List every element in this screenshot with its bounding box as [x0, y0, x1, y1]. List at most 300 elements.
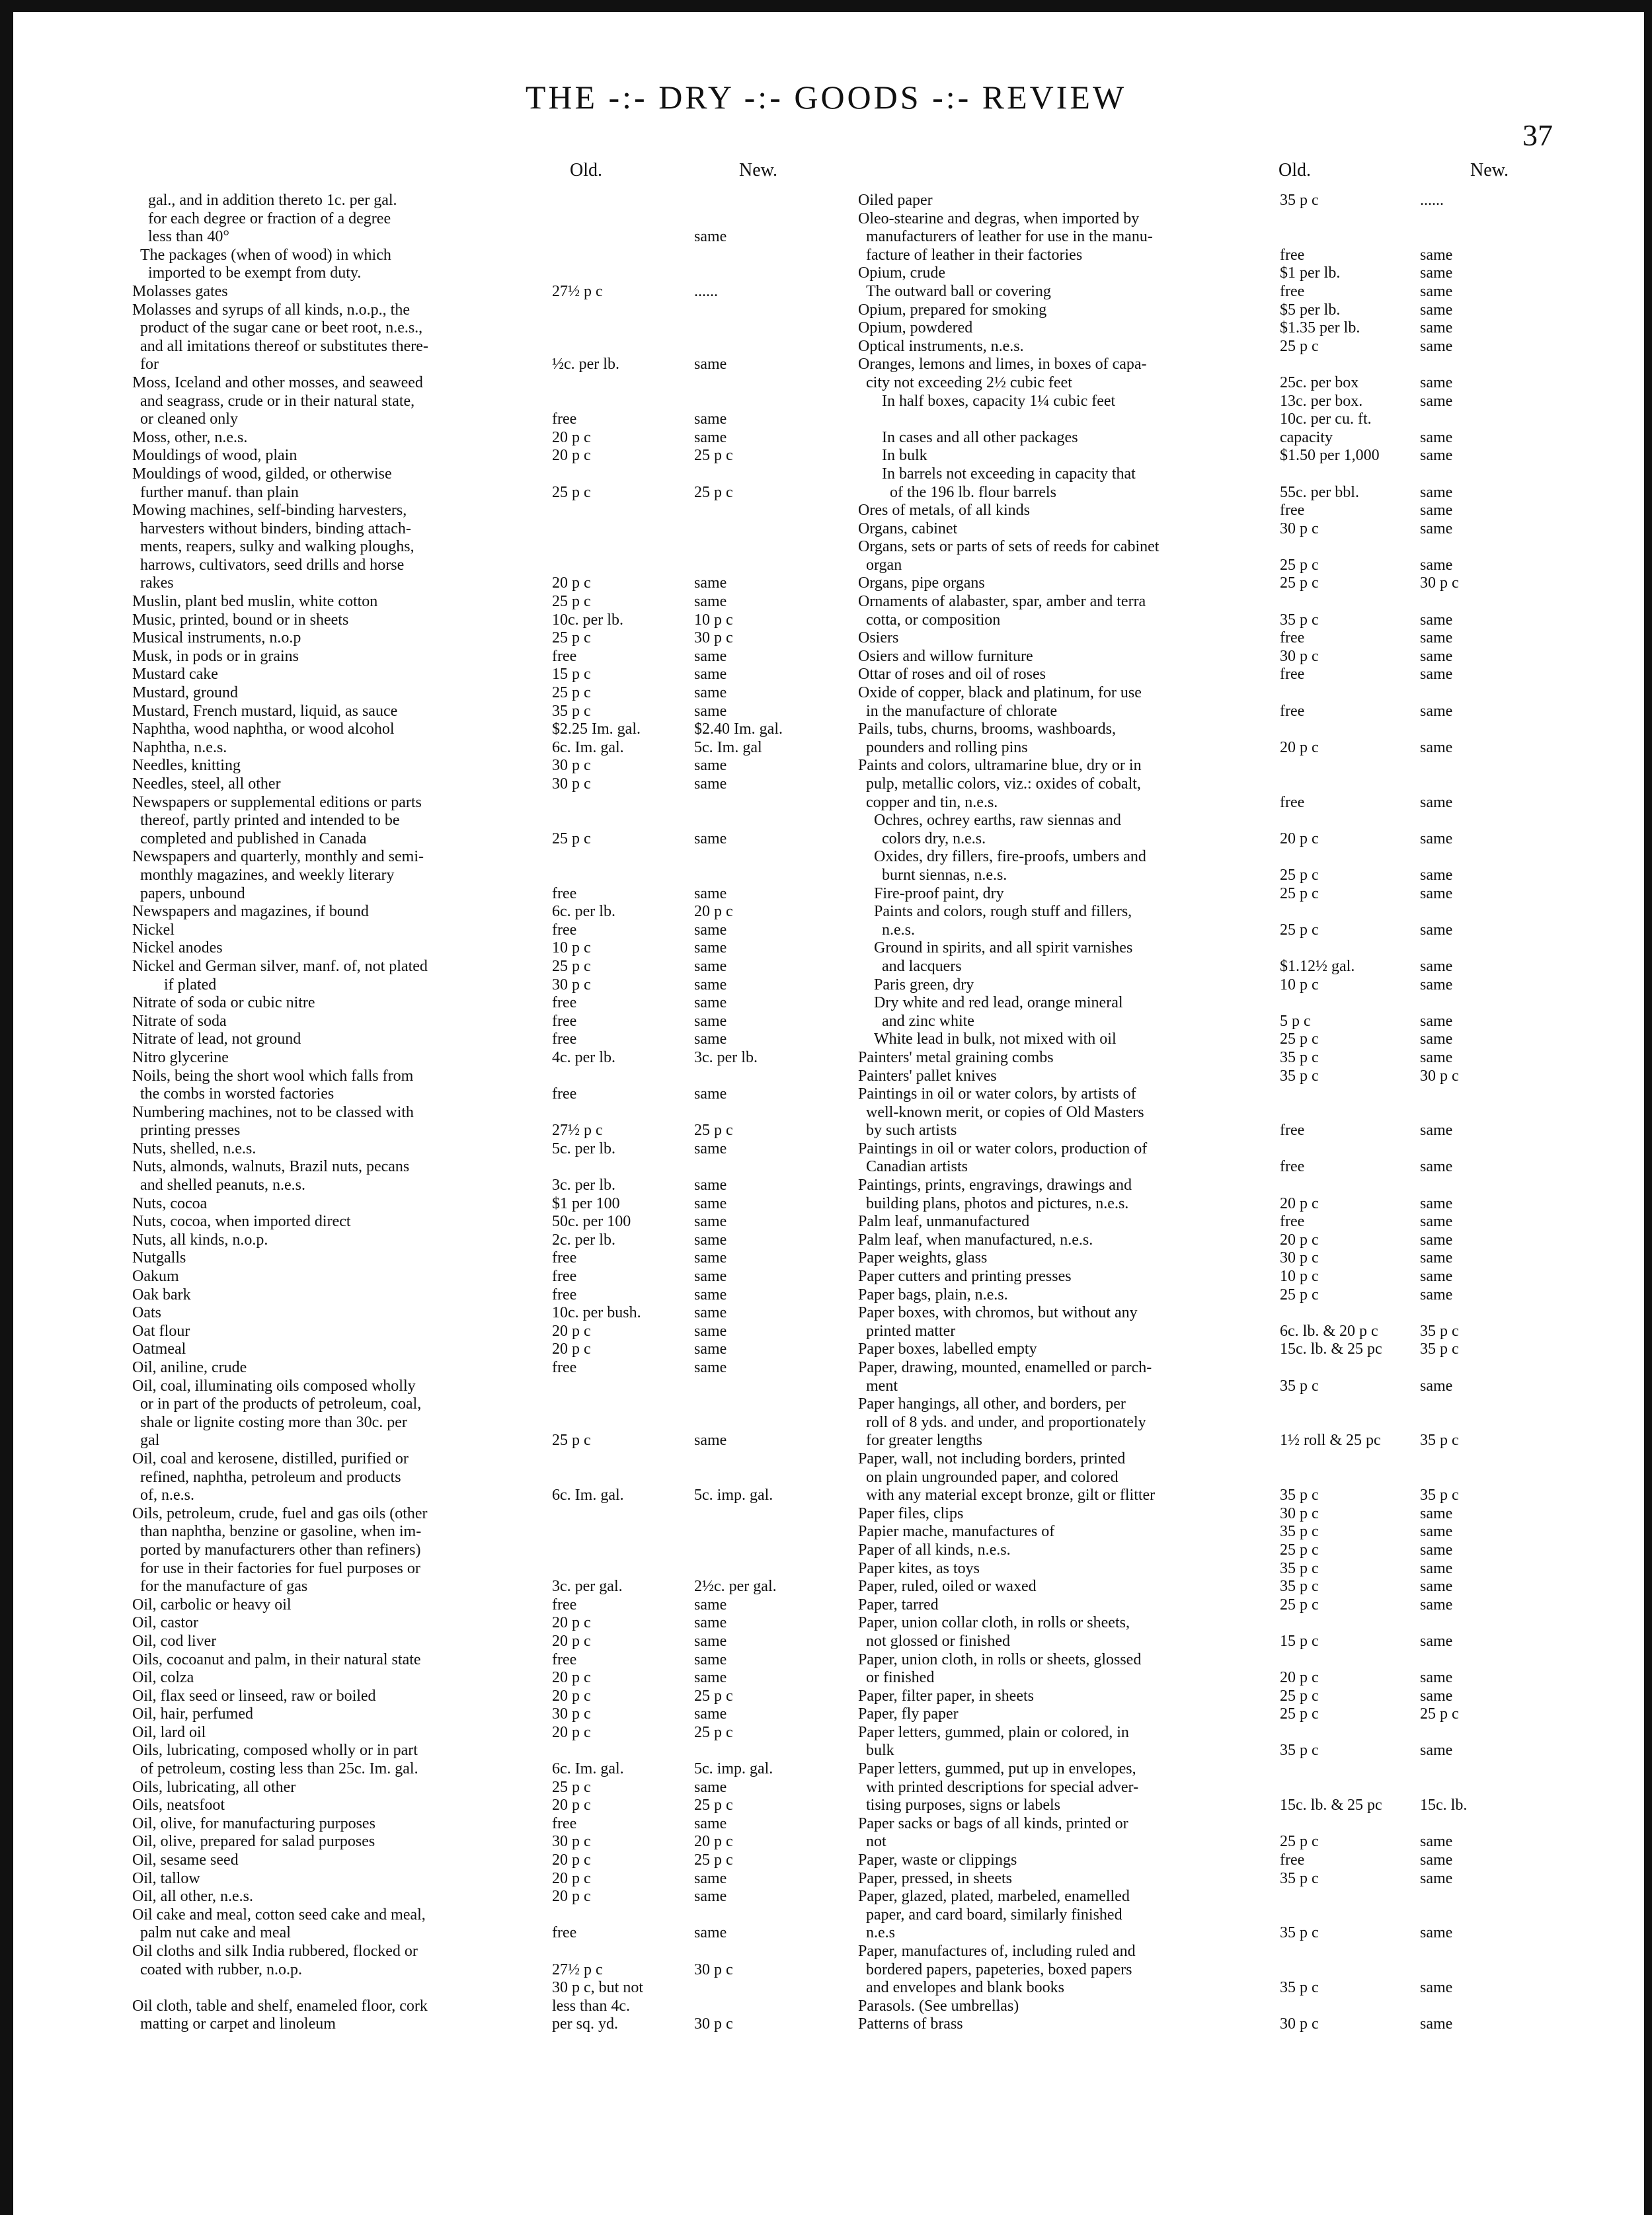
old-rate: free: [1280, 1122, 1305, 1140]
tariff-item: Paper, pressed, in sheets: [858, 1869, 1012, 1887]
old-rate: 30 p c: [1280, 520, 1319, 537]
new-rate: same: [1420, 520, 1453, 537]
new-rate: same: [1420, 1559, 1453, 1577]
tariff-row: [132, 1669, 846, 1688]
new-rate: same: [694, 1869, 727, 1887]
tariff-item: Paper files, clips: [858, 1504, 964, 1522]
old-rate: 35 p c: [552, 702, 591, 720]
old-rate: free: [1280, 629, 1305, 647]
old-rate: 30 p c: [1280, 1249, 1319, 1267]
tariff-item: Nickel: [132, 921, 175, 939]
new-rate: same: [1420, 1541, 1453, 1559]
tariff-item: Molasses and syrups of all kinds, n.o.p., the product of the sugar cane or beet root, n.e.s., and all imitations thereof or substitutes there- for: [132, 301, 428, 373]
new-rate: same: [694, 939, 727, 957]
old-rate: 20 p c: [552, 447, 591, 465]
new-rate: 25 p c: [694, 1851, 733, 1869]
tariff-row: [132, 1596, 846, 1615]
tariff-item: Muslin, plant bed muslin, white cotton: [132, 593, 378, 611]
tariff-item: Oils, neatsfoot: [132, 1797, 225, 1814]
tariff-row: [858, 465, 1559, 502]
new-rate: same: [694, 1030, 727, 1048]
tariff-item: Numbering machines, not to be classed with printing presses: [132, 1103, 414, 1140]
tariff-row: [132, 1870, 846, 1888]
tariff-row: [132, 1614, 846, 1633]
tariff-item: Needles, knitting: [132, 757, 241, 775]
tariff-row: [858, 1068, 1559, 1086]
new-rate: same: [694, 1194, 727, 1212]
tariff-row: [858, 1249, 1559, 1268]
old-rate: 10c. per cu. ft. capacity: [1280, 410, 1372, 446]
new-rate: same: [694, 1924, 727, 1942]
old-rate: $1.50 per 1,000: [1280, 447, 1380, 465]
tariff-item: Oil, castor: [132, 1614, 198, 1632]
old-rate: 35 p c: [1280, 1979, 1319, 1997]
tariff-row: [858, 520, 1559, 539]
tariff-item: Oil cake and meal, cotton seed cake and meal, palm nut cake and meal: [132, 1906, 426, 1942]
tariff-row: [858, 356, 1559, 392]
tariff-row: [858, 2015, 1559, 2034]
old-rate: 25 p c: [1280, 1541, 1319, 1559]
old-rate: 10 p c: [1280, 1268, 1319, 1286]
old-rate: 50c. per 100: [552, 1213, 631, 1231]
new-rate: same: [694, 1359, 727, 1376]
new-rate: ......: [694, 282, 718, 300]
old-rate: 20 p c: [1280, 738, 1319, 756]
old-rate: 35 p c: [1280, 1742, 1319, 1760]
tariff-row: [858, 1049, 1559, 1068]
new-rate: same: [694, 666, 727, 683]
new-rate: same: [1420, 647, 1453, 665]
tariff-item: Ottar of roses and oil of roses: [858, 666, 1046, 683]
tariff-item: Nitro glycerine: [132, 1048, 229, 1066]
tariff-item: Oiled paper: [858, 192, 933, 209]
old-rate: 4c. per lb.: [552, 1048, 615, 1066]
left-column: [132, 160, 846, 2034]
tariff-item: Dry white and red lead, orange mineral and zinc white: [874, 994, 1123, 1030]
new-rate: same: [1420, 1122, 1453, 1140]
old-rate: free: [1280, 666, 1305, 683]
old-rate: 20 p c: [552, 1669, 591, 1687]
tariff-row: [132, 648, 846, 666]
new-rate: same: [694, 593, 727, 611]
old-rate: free: [552, 1249, 577, 1267]
tariff-item: White lead in bulk, not mixed with oil: [858, 1030, 1117, 1048]
tariff-row: [858, 812, 1559, 848]
old-rate: 30 p c, but not less than 4c. per sq. yd.: [552, 1979, 643, 2033]
old-rate: 10 p c: [552, 939, 591, 957]
old-rate: 6c. Im. gal.: [552, 1487, 624, 1504]
old-rate: free: [552, 921, 577, 939]
new-rate: same: [694, 1669, 727, 1687]
old-rate: 55c. per bbl.: [1280, 483, 1359, 501]
tariff-row: [858, 939, 1559, 976]
new-rate: same: [694, 1778, 727, 1796]
old-rate: free: [1280, 793, 1305, 811]
tariff-row: [132, 1195, 846, 1214]
old-rate: free: [552, 1596, 577, 1613]
tariff-row: [858, 720, 1559, 757]
tariff-item: Musk, in pods or in grains: [132, 647, 299, 665]
tariff-item: Paper kites, as toys: [858, 1559, 980, 1577]
old-rate: free: [1280, 702, 1305, 720]
tariff-item: Paper, union collar cloth, in rolls or sheets, not glossed or finished: [858, 1614, 1130, 1650]
tariff-row: [858, 1870, 1559, 1888]
old-rate: 35 p c: [1280, 1924, 1319, 1942]
tariff-item: Oat flour: [132, 1322, 190, 1340]
old-rate: 35 p c: [1280, 1869, 1319, 1887]
old-rate: 20 p c: [552, 428, 591, 446]
new-rate: same: [1420, 1869, 1453, 1887]
new-rate: same: [1420, 1286, 1453, 1303]
tariff-item: Oil, all other, n.e.s.: [132, 1888, 253, 1906]
tariff-row: [132, 1359, 846, 1378]
old-rate: 25 p c: [552, 957, 591, 975]
new-rate: 30 p c: [694, 629, 733, 647]
tariff-item: if plated: [132, 976, 217, 993]
old-rate: free: [1280, 282, 1305, 300]
new-rate: same: [694, 976, 727, 993]
tariff-row: [132, 1779, 846, 1797]
new-rate: ......: [1420, 192, 1444, 209]
old-rate: 25 p c: [1280, 921, 1319, 939]
tariff-row: [132, 1979, 846, 2034]
new-rate: same: [694, 830, 727, 847]
new-rate: same: [1420, 1231, 1453, 1249]
old-rate: 1½ roll & 25 pc: [1280, 1432, 1381, 1450]
tariff-item: Paper weights, glass: [858, 1249, 988, 1267]
tariff-row: [132, 593, 846, 611]
tariff-item: Moss, other, n.e.s.: [132, 428, 248, 446]
left-old-header: Old.: [570, 160, 602, 180]
old-rate: 25 p c: [1280, 1286, 1319, 1303]
tariff-item: Oils, petroleum, crude, fuel and gas oils (other than naphtha, benzine or gasoline, when im- ported by manufacturers other than refiners) for use in their factories for fuel purposes or for the manufacture of gas: [132, 1504, 428, 1596]
tariff-row: [858, 1815, 1559, 1851]
old-rate: 35 p c: [1280, 1523, 1319, 1541]
tariff-item: Molasses gates: [132, 282, 228, 300]
new-rate: same: [694, 1888, 727, 1906]
tariff-item: Nitrate of soda or cubic nitre: [132, 994, 315, 1012]
old-rate: 35 p c: [1280, 1377, 1319, 1395]
new-rate: same: [694, 1814, 727, 1832]
new-rate: same: [1420, 1851, 1453, 1869]
new-rate: same: [1420, 2015, 1453, 2033]
new-rate: same: [1420, 264, 1453, 282]
tariff-item: Mustard, ground: [132, 684, 238, 702]
scan-border-left: [0, 0, 13, 2215]
tariff-row: [132, 1651, 846, 1670]
tariff-row: [858, 574, 1559, 593]
old-rate: $1 per lb.: [1280, 264, 1341, 282]
old-rate: 30 p c: [552, 775, 591, 793]
tariff-item: Paper, union cloth, in rolls or sheets, glossed or finished: [858, 1651, 1142, 1687]
new-rate: same: [1420, 1924, 1453, 1942]
old-rate: 20 p c: [552, 1614, 591, 1632]
new-rate: same: [1420, 793, 1453, 811]
tariff-item: Nickel and German silver, manf. of, not plated: [132, 957, 428, 975]
tariff-row: [132, 848, 846, 903]
tariff-item: Ornaments of alabaster, spar, amber and terra cotta, or composition: [858, 593, 1146, 629]
old-rate: 30 p c: [1280, 1504, 1319, 1522]
tariff-item: Optical instruments, n.e.s.: [858, 337, 1024, 355]
new-rate: 35 p c: [1420, 1432, 1459, 1450]
old-rate: 27½ p c: [552, 1961, 603, 1978]
tariff-row: [858, 1231, 1559, 1250]
old-rate: 35 p c: [1280, 611, 1319, 629]
tariff-item: Mowing machines, self-binding harvesters, harvesters without binders, binding attach- ments, reapers, sulky and walking ploughs, harrows, cultivators, seed drills and horse rakes: [132, 502, 414, 592]
tariff-item: Oleo-stearine and degras, when imported by manufacturers of leather for use in the manu- facture of leather in their factories: [858, 210, 1153, 264]
old-rate: 25 p c: [552, 684, 591, 702]
old-rate: 20 p c: [552, 1888, 591, 1906]
tariff-row: [132, 283, 846, 301]
old-rate: free: [1280, 1158, 1305, 1176]
tariff-item: Oats: [132, 1304, 161, 1322]
tariff-item: Organs, cabinet: [858, 520, 958, 537]
new-rate: 30 p c: [1420, 574, 1459, 592]
old-rate: ½c. per lb.: [552, 356, 619, 373]
old-rate: 25 p c: [1280, 1705, 1319, 1723]
tariff-row: [858, 1505, 1559, 1524]
tariff-row: [132, 666, 846, 684]
tariff-item: Patterns of brass: [858, 2015, 963, 2033]
old-rate: 25 p c: [1280, 866, 1319, 884]
new-rate: same: [1420, 1596, 1453, 1613]
tariff-item: Oil, coal, illuminating oils composed wholly or in part of the products of petroleum, coal, shale or lignite costing more than 30c. per gal: [132, 1377, 422, 1450]
tariff-item: In barrels not exceeding in capacity that of the 196 lb. flour barrels: [882, 465, 1136, 501]
old-rate: 35 p c: [1280, 1048, 1319, 1066]
new-rate: 25 p c: [1420, 1705, 1459, 1723]
tariff-item: Oil, tallow: [132, 1869, 200, 1887]
old-rate: free: [552, 1814, 577, 1832]
tariff-row: [858, 1395, 1559, 1450]
tariff-item: Ochres, ochrey earths, raw siennas and colors dry, n.e.s.: [874, 812, 1121, 847]
old-rate: 25 p c: [552, 483, 591, 501]
tariff-row: [858, 301, 1559, 320]
tariff-item: Nuts, cocoa: [132, 1194, 208, 1212]
tariff-item: Palm leaf, when manufactured, n.e.s.: [858, 1231, 1093, 1249]
tariff-row: [132, 994, 846, 1013]
old-rate: 20 p c: [1280, 1669, 1319, 1687]
tariff-item: Nuts, shelled, n.e.s.: [132, 1140, 256, 1157]
tariff-item: Oil, cod liver: [132, 1632, 217, 1650]
tariff-row: [858, 903, 1559, 939]
tariff-row: [858, 994, 1559, 1030]
tariff-row: [132, 1833, 846, 1851]
tariff-item: Osiers: [858, 629, 899, 647]
new-rate: same: [1420, 282, 1453, 300]
old-rate: $5 per lb.: [1280, 301, 1341, 319]
tariff-item: The outward ball or covering: [858, 282, 1051, 300]
tariff-row: [132, 1378, 846, 1450]
tariff-item: Paper of all kinds, n.e.s.: [858, 1541, 1011, 1559]
tariff-item: Nickel anodes: [132, 939, 223, 957]
right-old-header: Old.: [1278, 160, 1311, 180]
new-rate: same: [694, 1231, 727, 1249]
tariff-row: [132, 976, 846, 995]
new-rate: 25 p c: [694, 1122, 733, 1140]
old-rate: free: [552, 1268, 577, 1286]
tariff-row: [858, 1688, 1559, 1706]
tariff-item: Nitrate of soda: [132, 1012, 227, 1030]
old-rate: 35 p c: [1280, 1578, 1319, 1596]
new-rate: same: [694, 1177, 727, 1194]
tariff-row: [132, 502, 846, 593]
tariff-item: Oils, cocoanut and palm, in their natural state: [132, 1651, 421, 1668]
new-rate: 35 p c: [1420, 1341, 1459, 1358]
new-rate: same: [1420, 1030, 1453, 1048]
old-rate: free: [1280, 502, 1305, 520]
tariff-row: [132, 1851, 846, 1870]
tariff-row: [858, 410, 1559, 447]
old-rate: 27½ p c: [552, 282, 603, 300]
new-rate: same: [1420, 1504, 1453, 1522]
tariff-row: [132, 1906, 846, 1943]
new-rate: same: [694, 1651, 727, 1668]
tariff-row: [132, 1633, 846, 1651]
new-rate: same: [1420, 1523, 1453, 1541]
tariff-row: [858, 1760, 1559, 1815]
new-rate: same: [694, 410, 727, 428]
new-rate: 35 p c: [1420, 1487, 1459, 1504]
tariff-item: Paris green, dry: [858, 976, 974, 993]
old-rate: 20 p c: [552, 1851, 591, 1869]
old-rate: free: [1280, 1851, 1305, 1869]
new-rate: 30 p c: [1420, 1067, 1459, 1085]
old-rate: 20 p c: [1280, 1231, 1319, 1249]
old-rate: 25 p c: [552, 830, 591, 847]
tariff-item: The packages (when of wood) in which imported to be exempt from duty.: [140, 246, 391, 282]
tariff-row: [132, 1049, 846, 1068]
tariff-item: Nuts, almonds, walnuts, Brazil nuts, pecans and shelled peanuts, n.e.s.: [132, 1158, 410, 1194]
old-rate: 6c. Im. gal.: [552, 738, 624, 756]
new-rate: same: [1420, 392, 1453, 410]
tariff-item: Papier mache, manufactures of: [858, 1523, 1055, 1541]
tariff-item: Oxides, dry fillers, fire-proofs, umbers and burnt siennas, n.e.s.: [874, 848, 1146, 884]
tariff-item: Oatmeal: [132, 1341, 186, 1358]
new-rate: same: [1420, 483, 1453, 501]
tariff-row: [858, 1560, 1559, 1578]
new-rate: 2½c. per gal.: [694, 1578, 777, 1596]
scan-border-right: [1644, 0, 1652, 2215]
tariff-item: Paintings, prints, engravings, drawings and building plans, photos and pictures, n.e.s.: [858, 1177, 1132, 1212]
new-rate: $2.40 Im. gal.: [694, 720, 783, 738]
tariff-row: [132, 757, 846, 775]
old-rate: 5c. per lb.: [552, 1140, 615, 1157]
old-rate: 27½ p c: [552, 1122, 603, 1140]
tariff-row: [858, 1705, 1559, 1724]
tariff-row: [132, 1450, 846, 1505]
new-rate: same: [694, 356, 727, 373]
tariff-item: Paper bags, plain, n.e.s.: [858, 1286, 1008, 1303]
old-rate: 30 p c: [552, 976, 591, 993]
old-rate: $1.35 per lb.: [1280, 319, 1360, 337]
new-rate: same: [1420, 447, 1453, 465]
new-rate: same: [694, 228, 727, 246]
tariff-row: [858, 593, 1559, 629]
old-rate: free: [552, 994, 577, 1012]
tariff-item: Osiers and willow furniture: [858, 647, 1033, 665]
old-rate: $2.25 Im. gal.: [552, 720, 641, 738]
old-rate: 25 p c: [1280, 337, 1319, 355]
new-rate: same: [694, 1432, 727, 1450]
new-rate: same: [1420, 337, 1453, 355]
tariff-item: Nuts, cocoa, when imported direct: [132, 1213, 351, 1231]
tariff-row: [858, 1177, 1559, 1213]
old-rate: 25 p c: [1280, 1596, 1319, 1613]
new-rate: same: [694, 428, 727, 446]
tariff-row: [132, 1140, 846, 1159]
new-rate: 3c. per lb.: [694, 1048, 758, 1066]
tariff-item: Organs, sets or parts of sets of reeds for cabinet organ: [858, 538, 1160, 574]
tariff-item: Opium, powdered: [858, 319, 973, 337]
tariff-item: Newspapers and magazines, if bound: [132, 903, 369, 921]
old-rate: free: [552, 410, 577, 428]
new-rate: 30 p c: [694, 2015, 733, 2033]
new-rate: same: [694, 1249, 727, 1267]
tariff-item: In half boxes, capacity 1¼ cubic feet: [858, 392, 1116, 410]
new-rate: same: [1420, 884, 1453, 902]
tariff-row: [858, 264, 1559, 283]
new-rate: same: [694, 757, 727, 775]
new-rate: same: [1420, 502, 1453, 520]
new-rate: same: [694, 1213, 727, 1231]
new-rate: 5c. imp. gal.: [694, 1487, 773, 1504]
new-rate: same: [694, 775, 727, 793]
tariff-item: Paper letters, gummed, plain or colored, in bulk: [858, 1723, 1129, 1760]
old-rate: 20 p c: [552, 1797, 591, 1814]
tariff-row: [132, 1268, 846, 1286]
new-rate: same: [694, 1268, 727, 1286]
tariff-row: [132, 1888, 846, 1906]
tariff-item: Organs, pipe organs: [858, 574, 985, 592]
tariff-item: Paper cutters and printing presses: [858, 1268, 1072, 1286]
tariff-item: Paper, manufactures of, including ruled and bordered papers, papeteries, boxed papers and envelopes and blank books: [858, 1943, 1136, 1997]
tariff-item: Fire-proof paint, dry: [858, 884, 1004, 902]
tariff-row: [132, 629, 846, 648]
old-rate: 25 p c: [1280, 556, 1319, 574]
old-rate: 10c. per bush.: [552, 1304, 641, 1322]
tariff-row: [858, 283, 1559, 301]
old-rate: 30 p c: [552, 757, 591, 775]
tariff-item: Paper, waste or clippings: [858, 1851, 1017, 1869]
tariff-row: [858, 848, 1559, 884]
tariff-item: Pails, tubs, churns, brooms, washboards, pounders and rolling pins: [858, 720, 1116, 756]
old-rate: 20 p c: [552, 1687, 591, 1705]
new-rate: same: [694, 957, 727, 975]
new-rate: same: [1420, 301, 1453, 319]
new-rate: same: [1420, 1249, 1453, 1267]
old-rate: 25 p c: [1280, 1833, 1319, 1851]
old-rate: 30 p c: [1280, 2015, 1319, 2033]
tariff-item: Ores of metals, of all kinds: [858, 502, 1030, 520]
old-rate: 25 p c: [552, 593, 591, 611]
tariff-item: Paper boxes, with chromos, but without any printed matter: [858, 1304, 1138, 1340]
tariff-item: Noils, being the short wool which falls from the combs in worsted factories: [132, 1067, 414, 1103]
tariff-row: [858, 502, 1559, 520]
tariff-row: [858, 319, 1559, 338]
tariff-item: Oil, sesame seed: [132, 1851, 239, 1869]
tariff-item: Oil, carbolic or heavy oil: [132, 1596, 292, 1613]
tariff-row: [132, 1068, 846, 1104]
new-rate: same: [1420, 246, 1453, 264]
tariff-item: Oil, aniline, crude: [132, 1359, 247, 1376]
tariff-row: [132, 703, 846, 721]
tariff-row: [858, 393, 1559, 411]
new-rate: same: [694, 1705, 727, 1723]
tariff-row: [858, 1724, 1559, 1760]
tariff-item: Naphtha, n.e.s.: [132, 738, 227, 756]
new-rate: same: [1420, 1213, 1453, 1231]
tariff-row: [132, 1341, 846, 1359]
